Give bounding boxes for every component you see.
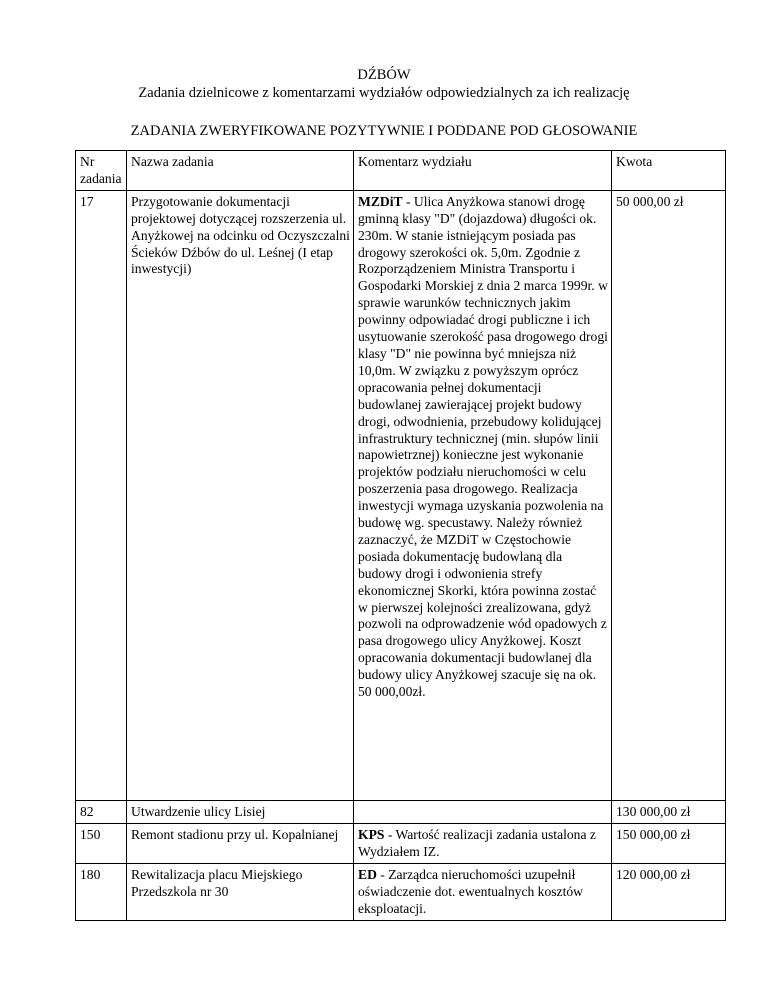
task-amount: 130 000,00 zł	[612, 800, 726, 823]
department-code: KPS	[358, 826, 385, 842]
task-nr: 150	[76, 823, 127, 863]
task-comment	[354, 863, 612, 920]
task-amount: 150 000,00 zł	[612, 823, 726, 863]
task-nr: 17	[76, 190, 127, 800]
task-name: Rewitalizacja placu Miejskiego Przedszkola nr 30	[127, 863, 354, 920]
task-nr: 180	[76, 863, 127, 920]
task-amount: 120 000,00 zł	[612, 863, 726, 920]
task-name: Utwardzenie ulicy Lisiej	[127, 800, 354, 823]
tasks-table	[75, 150, 726, 921]
header-comment: Komentarz wydziału	[354, 151, 612, 191]
task-comment	[354, 190, 612, 800]
table-header-row	[76, 151, 726, 191]
document-title: DŹBÓW	[357, 67, 411, 83]
table-row	[76, 800, 726, 823]
department-code: ED	[358, 866, 377, 882]
task-amount: 50 000,00 zł	[612, 190, 726, 800]
header-name: Nazwa zadania	[127, 151, 354, 191]
table-row	[76, 190, 726, 800]
task-nr: 82	[76, 800, 127, 823]
document-subtitle: Zadania dzielnicowe z komentarzami wydziałów odpowiedzialnych za ich realizację	[138, 85, 630, 101]
task-comment	[354, 823, 612, 863]
task-name: Przygotowanie dokumentacji projektowej dotyczącej rozszerzenia ul. Anyżkowej na odcinku od Oczyszczalni Ścieków Dźbów do ul. Leśnej (I etap inwestycji)	[127, 190, 354, 800]
department-code: MZDiT	[358, 193, 403, 209]
header-nr: Nr zadania	[76, 151, 127, 191]
table-row	[76, 863, 726, 920]
table-row	[76, 823, 726, 863]
section-title: ZADANIA ZWERYFIKOWANE POZYTYWNIE I PODDANE POD GŁOSOWANIE	[130, 123, 638, 139]
header-amount: Kwota	[612, 151, 726, 191]
task-comment	[354, 800, 612, 823]
comment-text: - Wartość realizacji zadania ustalona z Wydziałem IZ.	[358, 826, 596, 859]
comment-text: - Zarządca nieruchomości uzupełnił oświadczenie dot. ewentualnych kosztów eksploatacji.	[358, 866, 583, 916]
task-name: Remont stadionu przy ul. Kopalnianej	[127, 823, 354, 863]
comment-text: - Ulica Anyżkowa stanowi drogę gminną klasy "D" (dojazdowa) długości ok. 230m. W stanie istniejącym posiada pas drogowy szerokości ok. 5,0m. Zgodnie z Rozporządzeniem Ministra Transportu i Gospodarki Morskiej z dnia 2 marca 1999r. w sprawie warunków technicznych jakim powinny odpowiadać drogi publiczne i ich usytuowanie szerokość pasa drogowego drogi klasy "D" nie powinna być mniejsza niż 10,0m. W związku z powyższym oprócz opracowania pełnej dokumentacji budowlanej zawierającej projekt budowy drogi, odwodnienia, przebudowy kolidującej infrastruktury technicznej (min. słupów linii napowietrznej) konieczne jest wykonanie projektów podziału nieruchomości w celu poszerzenia pasa drogowego. Realizacja inwestycji wymaga uzyskania pozwolenia na budowę wg. specustawy. Należy również zaznaczyć, że MZDiT w Częstochowie posiada dokumentację budowlaną dla budowy drogi i odwonienia strefy ekonomicznej Skorki, która powinna zostać w pierwszej kolejności zrealizowana, gdyż pozwoli na odprowadzenie wód opadowych z pasa drogowego ulicy Anyżkowej. Koszt opracowania dokumentacji budowlanej dla budowy ulicy Anyżkowej szacuje się na ok. 50 000,00zł.	[358, 193, 608, 700]
